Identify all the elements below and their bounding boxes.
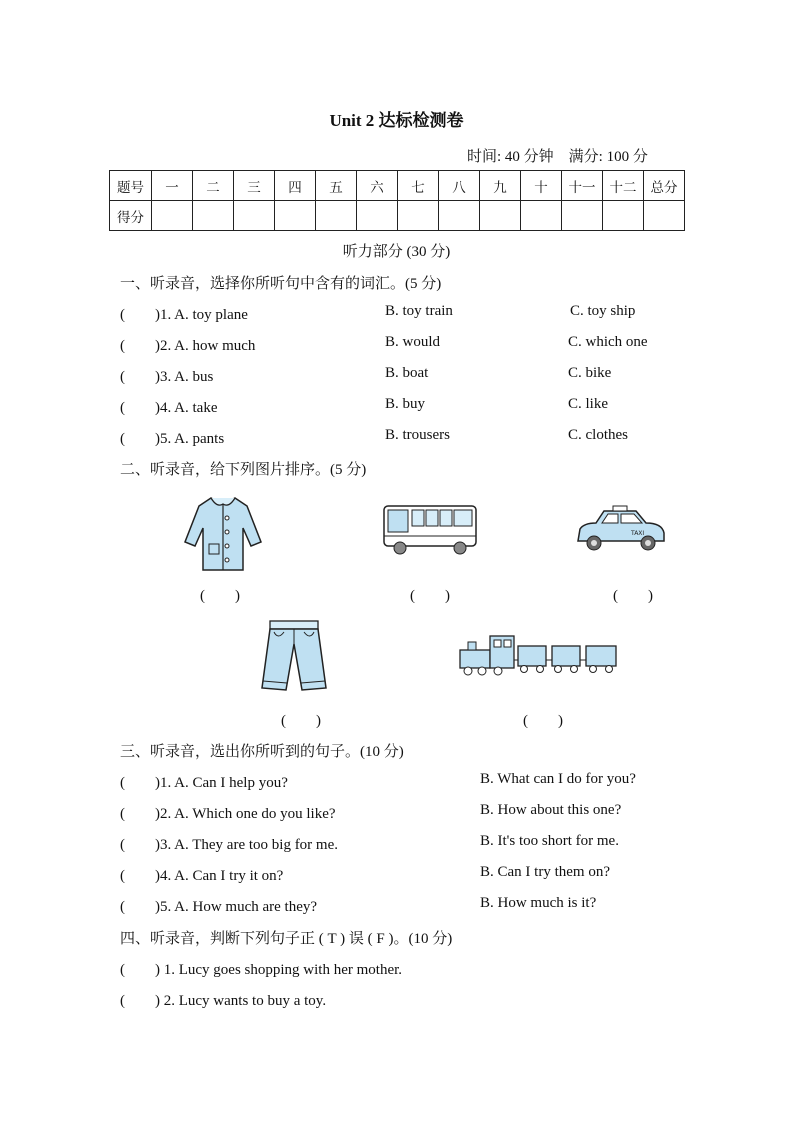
order-blank[interactable]: ( )	[613, 588, 653, 604]
section2-heading: 二、听录音，给下列图片排序。(5 分)	[120, 462, 367, 478]
question-item: ( )3. A. They are too big for me.	[120, 837, 339, 853]
option-b: B. trousers	[385, 427, 450, 443]
question-item: ( )4. A. take	[120, 400, 218, 416]
option-b: B. boat	[385, 365, 429, 381]
taxi-icon	[574, 505, 668, 553]
question-item: ( )3. A. bus	[120, 369, 214, 385]
option-b: B. buy	[385, 396, 426, 412]
option-b: B. How about this one?	[480, 802, 622, 818]
bus-icon	[380, 500, 480, 558]
score-table-col: 十一	[562, 171, 603, 201]
question-item: ( ) 2. Lucy wants to buy a toy.	[120, 993, 327, 1009]
score-cell[interactable]	[316, 201, 357, 231]
score-table-col: 一	[152, 171, 193, 201]
score-table-header-row	[110, 171, 685, 201]
question-item: ( )5. A. How much are they?	[120, 899, 318, 915]
question-item: ( )1. A. toy plane	[120, 307, 248, 323]
score-cell[interactable]	[193, 201, 234, 231]
score-table-col: 十二	[603, 171, 644, 201]
score-table-col: 三	[234, 171, 275, 201]
order-blank[interactable]: ( )	[281, 713, 321, 729]
taxi-sign-text: TAXI	[631, 530, 645, 537]
score-cell[interactable]	[521, 201, 562, 231]
listening-title: 听力部分 (30 分)	[342, 244, 451, 260]
page-title: Unit 2 达标检测卷	[329, 111, 464, 130]
question-item: ( )1. A. Can I help you?	[120, 775, 288, 791]
score-table	[109, 170, 685, 231]
question-item: ( )4. A. Can I try it on?	[120, 868, 284, 884]
order-blank[interactable]: ( )	[200, 588, 240, 604]
score-table-col: 五	[316, 171, 357, 201]
score-table-col: 二	[193, 171, 234, 201]
score-table-col: 四	[275, 171, 316, 201]
option-b: B. would	[385, 334, 441, 350]
score-cell[interactable]	[398, 201, 439, 231]
score-cell[interactable]	[644, 201, 685, 231]
score-table-col: 八	[439, 171, 480, 201]
score-cell[interactable]	[234, 201, 275, 231]
score-table-col: 九	[480, 171, 521, 201]
option-c: C. toy ship	[570, 303, 636, 319]
score-cell[interactable]	[480, 201, 521, 231]
score-cell[interactable]	[562, 201, 603, 231]
score-cell[interactable]	[439, 201, 480, 231]
option-c: C. bike	[568, 365, 612, 381]
option-b: B. It's too short for me.	[480, 833, 619, 849]
option-b: B. What can I do for you?	[480, 771, 636, 787]
option-c: C. clothes	[568, 427, 628, 443]
option-b: B. Can I try them on?	[480, 864, 610, 880]
score-cell[interactable]	[603, 201, 644, 231]
question-item: ( ) 1. Lucy goes shopping with her mother.	[120, 962, 403, 978]
question-item: ( )2. A. how much	[120, 338, 256, 354]
score-table-row-label: 题号	[110, 171, 152, 201]
coat-icon	[181, 494, 265, 574]
score-cell[interactable]	[275, 201, 316, 231]
score-table-col: 总分	[644, 171, 685, 201]
score-table-col: 七	[398, 171, 439, 201]
order-blank[interactable]: ( )	[410, 588, 450, 604]
section1-heading: 一、听录音，选择你所听句中含有的词汇。(5 分)	[120, 276, 442, 292]
option-c: C. which one	[568, 334, 648, 350]
score-cell[interactable]	[357, 201, 398, 231]
question-item: ( )5. A. pants	[120, 431, 225, 447]
train-icon	[456, 630, 622, 678]
question-item: ( )2. A. Which one do you like?	[120, 806, 336, 822]
score-table-col: 六	[357, 171, 398, 201]
score-cell[interactable]	[152, 201, 193, 231]
option-b: B. toy train	[385, 303, 453, 319]
section3-heading: 三、听录音，选出你所听到的句子。(10 分)	[120, 744, 404, 760]
score-table-col: 十	[521, 171, 562, 201]
time-info: 时间: 40 分钟 满分: 100 分	[467, 149, 648, 165]
order-blank[interactable]: ( )	[523, 713, 563, 729]
option-b: B. How much is it?	[480, 895, 597, 911]
score-table-row-label: 得分	[110, 201, 152, 231]
trousers-icon	[258, 618, 330, 694]
option-c: C. like	[568, 396, 608, 412]
section4-heading: 四、听录音，判断下列句子正 ( T ) 误 ( F )。(10 分)	[120, 931, 453, 947]
score-table-score-row	[110, 201, 685, 231]
